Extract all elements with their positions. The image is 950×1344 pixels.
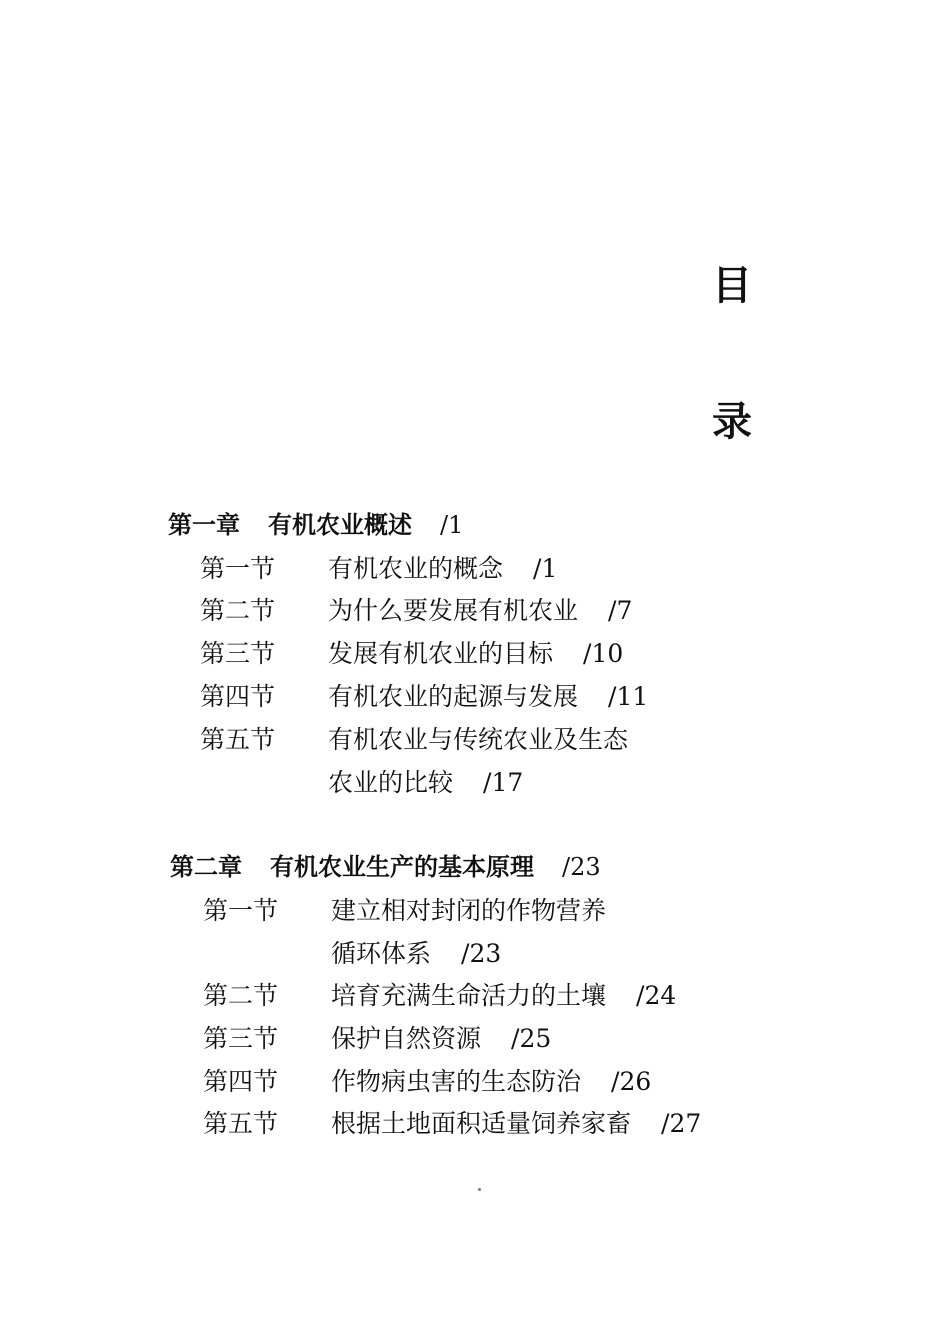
section-title: 为什么要发展有机农业: [328, 596, 579, 625]
toc-heading-char-2: 录: [712, 398, 752, 445]
section-label: 第四节: [200, 682, 276, 711]
section-label: 第一节: [203, 896, 279, 925]
section-page: /1: [533, 554, 558, 583]
section-title-continued: 循环体系: [331, 939, 432, 968]
section-label: 第二节: [203, 981, 279, 1010]
section-label: 第五节: [203, 1109, 279, 1138]
section-label: 第一节: [200, 554, 276, 583]
section-page: /25: [511, 1024, 552, 1053]
chapter-page: /1: [440, 511, 464, 539]
section-page: /7: [608, 596, 633, 625]
section-title: 保护自然资源: [331, 1024, 482, 1053]
chapter-page: /23: [562, 853, 601, 881]
section-title: 有机农业的概念: [328, 554, 504, 583]
chapter-title: 有机农业概述: [268, 510, 412, 539]
chapter-title: 有机农业生产的基本原理: [270, 852, 534, 881]
section-page: /10: [583, 639, 624, 668]
section-title-continued: 农业的比较: [328, 768, 454, 797]
section-title: 建立相对封闭的作物营养: [331, 896, 607, 925]
toc-heading-char-1: 目: [712, 262, 752, 309]
section-label: 第三节: [203, 1024, 279, 1053]
section-title: 有机农业的起源与发展: [328, 682, 579, 711]
section-title: 发展有机农业的目标: [328, 639, 554, 668]
footer-dot: [478, 1188, 481, 1191]
chapter-label: 第一章: [168, 510, 240, 539]
section-title: 有机农业与传统农业及生态: [328, 725, 629, 754]
section-page: /11: [608, 682, 649, 711]
section-title: 培育充满生命活力的土壤: [331, 981, 607, 1010]
section-page: /17: [483, 768, 524, 797]
section-label: 第三节: [200, 639, 276, 668]
section-title: 作物病虫害的生态防治: [331, 1067, 582, 1096]
section-page: /23: [461, 939, 502, 968]
chapter-label: 第二章: [170, 852, 242, 881]
section-label: 第四节: [203, 1067, 279, 1096]
section-title: 根据土地面积适量饲养家畜: [331, 1109, 632, 1138]
section-page: /26: [611, 1067, 652, 1096]
chapter-2-entry[interactable]: [170, 852, 601, 881]
chapter-1-entry[interactable]: [168, 510, 464, 539]
section-label: 第二节: [200, 596, 276, 625]
section-page: /27: [661, 1109, 702, 1138]
section-label: 第五节: [200, 725, 276, 754]
section-page: /24: [636, 981, 677, 1010]
